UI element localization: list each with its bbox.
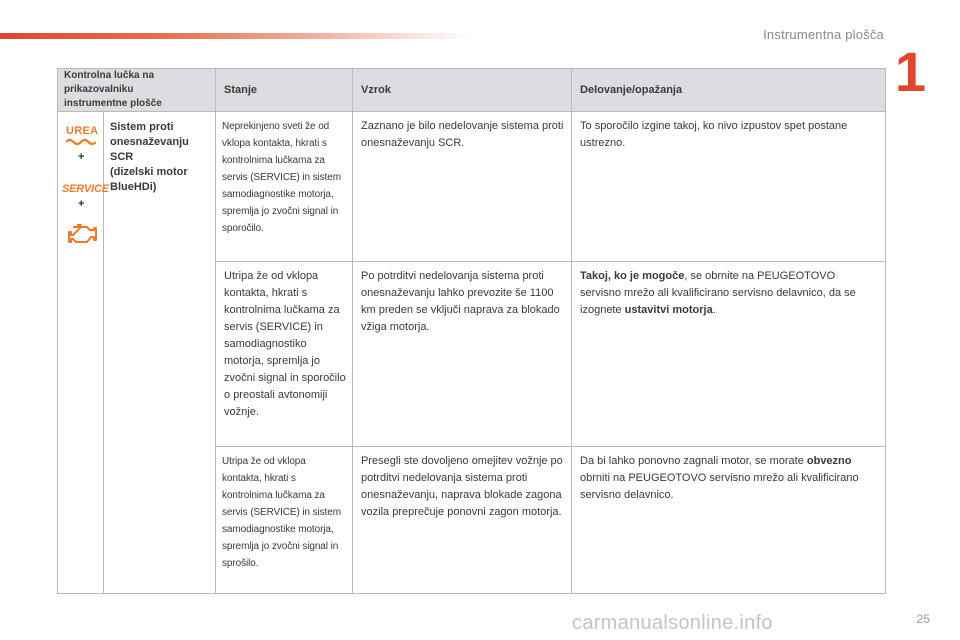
- system-name-line3: SCR: [110, 151, 134, 163]
- header-cause: Vzrok: [353, 69, 572, 112]
- page-number: 25: [916, 612, 930, 626]
- section-title: Instrumentna plošča: [763, 27, 884, 42]
- action-text: Da bi lahko ponovno zagnali motor, se morate: [580, 455, 807, 467]
- state-cell: Utripa že od vklopa kontakta, hkrati s kontrolnima lučkama za servis (SERVICE) in sistem samodiagnostike motorja, spremlja jo zvočni signal in sprošilo.: [216, 447, 353, 594]
- state-cell: Neprekinjeno sveti že od vklopa kontakta, hkrati s kontrolnima lučkama za servis (SERVICE) in sistem samodiagnostike motorja, spremlja jo zvočni signal in sporočilo.: [216, 112, 353, 262]
- plus-sign: +: [78, 198, 85, 210]
- chapter-number: 1: [894, 40, 926, 103]
- system-name-line5: BlueHDi): [110, 181, 157, 193]
- engine-check-icon: [67, 223, 99, 245]
- cause-cell: Presegli ste dovoljeno omejitev vožnje po potrditvi nedelovanja sistema proti onesnaževanju, naprava blokade zagona vozila preprečuje ponovni zagon motorja.: [353, 447, 572, 594]
- system-name-line2: onesnaževanju: [110, 136, 189, 148]
- action-text: , se obrnite na PEUGEOTOVO servisno mrežo ali kvalificirano servisno delavnico, da se izognete: [580, 270, 856, 316]
- header-lamp-line2: instrumentne plošče: [64, 98, 162, 109]
- header-action: Delovanje/opažanja: [572, 69, 886, 112]
- service-warning-icon: SERVICE: [62, 183, 109, 195]
- urea-wave-icon: [66, 138, 96, 146]
- plus-sign: +: [78, 151, 85, 163]
- action-text: .: [712, 304, 716, 316]
- header-accent-bar: [0, 33, 470, 39]
- action-emphasis: obvezno: [806, 455, 852, 467]
- header-state: Stanje: [216, 69, 353, 112]
- table-row: [58, 112, 886, 262]
- action-text: obrniti na PEUGEOTOVO servisno mrežo ali kvalificirano servisno delavnico.: [580, 472, 859, 501]
- action-emphasis: Takoj, ko je mogoče: [580, 270, 685, 282]
- warning-lamp-table: [57, 68, 886, 594]
- action-emphasis: ustavitvi motorja: [624, 304, 713, 316]
- system-name-line4: (dizelski motor: [110, 166, 188, 178]
- action-cell: [572, 447, 886, 594]
- watermark: carmanualsonline.info: [572, 612, 773, 634]
- cause-cell: Zaznano je bilo nedelovanje sistema proti onesnaževanju SCR.: [353, 112, 572, 262]
- system-name-cell: [104, 112, 216, 594]
- urea-warning-icon: UREA: [66, 125, 99, 137]
- table-header-row: [58, 69, 886, 112]
- state-cell: Utripa že od vklopa kontakta, hkrati s kontrolnima lučkama za servis (SERVICE) in samodiagnostiko motorja, spremlja jo zvočni signal in sporočilo o preostali avtonomiji vožnje.: [216, 262, 353, 447]
- action-cell: To sporočilo izgine takoj, ko nivo izpustov spet postane ustrezno.: [572, 112, 886, 262]
- cause-cell: Po potrditvi nedelovanja sistema proti onesnaževanju lahko prevozite še 1100 km preden se vključi naprava za blokado vžiga motorja.: [353, 262, 572, 447]
- system-name-line1: Sistem proti: [110, 121, 174, 133]
- header-lamp-line1: Kontrolna lučka na prikazovalniku: [64, 70, 155, 95]
- action-cell: [572, 262, 886, 447]
- header-lamp: [58, 69, 216, 112]
- icon-cell: [58, 112, 109, 594]
